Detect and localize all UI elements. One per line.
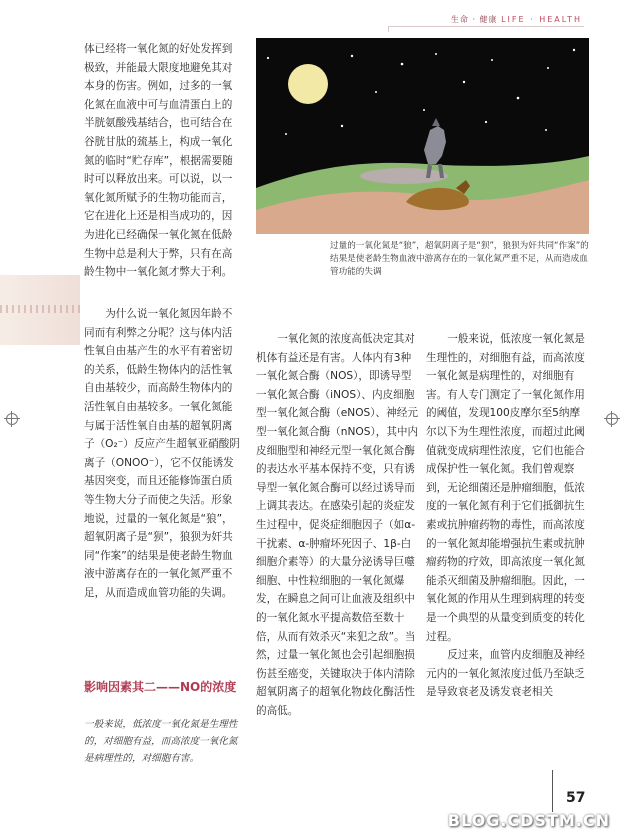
pull-quote: 一般来说，低浓度一氧化氮是生理性的，对细胞有益，而高浓度一氧化氮是病理性的，对细胞有害。 [84,719,238,764]
night-scene-graphic [256,38,589,234]
paragraph: 一般来说，低浓度一氧化氮是生理性的，对细胞有益，而高浓度一氧化氮是病理性的，对细胞有害。有人专门测定了一氧化氮作用的阈值，发现100皮摩尔至5纳摩尔以下为生理性浓度，而超过此阈值就变成病理性浓度，它们也能合成保护性一氧化氮。我们曾观察到，无论细菌还是肿瘤细胞，低浓度的一氧化氮有利于它们抵御抗生素或抗肿瘤药物的毒性，而高浓度的一氧化氮却能增强抗生素或抗肿瘤药物的疗效，即高浓度一氧化氮能杀灭细菌及肿瘤细胞。因此，一氧化氮的作用从生理到病理的转变是一个典型的从量变到质变的转化过程。 [426,333,585,643]
header-rule-tick [388,26,389,32]
figure-caption: 过量的一氧化氮是“狼”，超氧阴离子是“狈”，狼狈为奸共同“作案”的结果是使老龄生物血液中游离存在的一氧化氮严重不足，从而造成血管功能的失调 [330,241,589,277]
paragraph: 为什么说一氧化氮因年龄不同而有利弊之分呢？这与体内活性氧自由基产生的水平有着密切的关系，低龄生物体内的活性氧自由基较少，而高龄生物体内的活性氧自由基较多。一氧化氮能与属于活性氧自由基的超氧阴离子（O₂⁻）反应产生超氧亚硝酸阴离子（ONOO⁻），它不仅能诱发基因突变，而且还能修饰蛋白质等生物大分子而使之失活。形象地说，过量的一氧化氮是“狼”，超氧阴离子是“狈”，狼狈为奸共同“作案”的结果是使老龄生物血液中游离存在的一氧化氮严重不足，从而造成血管功能的失调。 [84,308,240,599]
registration-mark-left [6,413,18,425]
paragraph: 反过来，血管内皮细胞及神经元内的一氧化氮浓度过低乃至缺乏是导致衰老及诱发衰老相关 [426,649,585,699]
paragraph: 体已经将一氧化氮的好处发挥到极致，并能最大限度地避免其对本身的伤害。例如，过多的一氧化氮在血液中可与血清蛋白上的半胱氨酸残基结合，也可结合在谷胱甘肽的巯基上，构成一氧化氮的临时“贮存库”，根据需要随时可以释放出来。可以说，以一氧化氮所赋予的生物功能而言，它在进化上还是相当成功的，因为进化已经确保一氧化氮在低龄生物中总是利大于弊，只有在高龄生物中一氧化氮才弊大于利。 [84,43,233,279]
body-text-col1-top [84,40,240,282]
mist [360,168,448,184]
body-text-col3 [426,330,586,702]
section-heading: 影响因素其二——NO的浓度 [84,680,237,694]
registration-mark-right [606,413,618,425]
body-text-col1-bottom [84,305,240,603]
running-header [451,14,582,25]
watermark: BLOG.CDSTM.CN [447,811,610,830]
page-number-rule [552,770,553,812]
header-section-en: LIFE · HEALTH [501,15,582,24]
paragraph: 一氧化氮的浓度高低决定其对机体有益还是有害。人体内有3种一氧化氮合酶（NOS），即诱导型一氧化氮合酶（iNOS）、内皮细胞型一氧化氮合酶（eNOS）、神经元型一氧化氮合酶（nNOS），其中内皮细胞型和神经元型一氧化氮合酶的表达水平基本保持不变，只有诱导型一氧化氮合酶可以经过诱导而上调其表达。在感染引起的炎症发生过程中，促炎症细胞因子（如α-干扰素、α-肿瘤坏死因子、1β-白细胞介素等）的大量分泌诱导巨噬细胞、中性粒细胞的一氧化氮爆发，在瞬息之间可让血液及组织中的一氧化氮水平提高数倍至数十倍，从而有效杀灭“来犯之敌”。当然，过量一氧化氮也会引起细胞损伤甚至癌变，关键取决于体内清除超氧阴离子的超氧化物歧化酶活性的高低。 [256,333,419,717]
body-text-col2 [256,330,420,720]
moon-icon [288,64,328,104]
wolf-illustration [256,38,589,234]
header-rule [388,26,584,27]
header-section-cn: 生命 · 健康 [450,15,498,24]
decorative-side-dots [0,305,80,313]
page-number: 57 [566,790,586,806]
